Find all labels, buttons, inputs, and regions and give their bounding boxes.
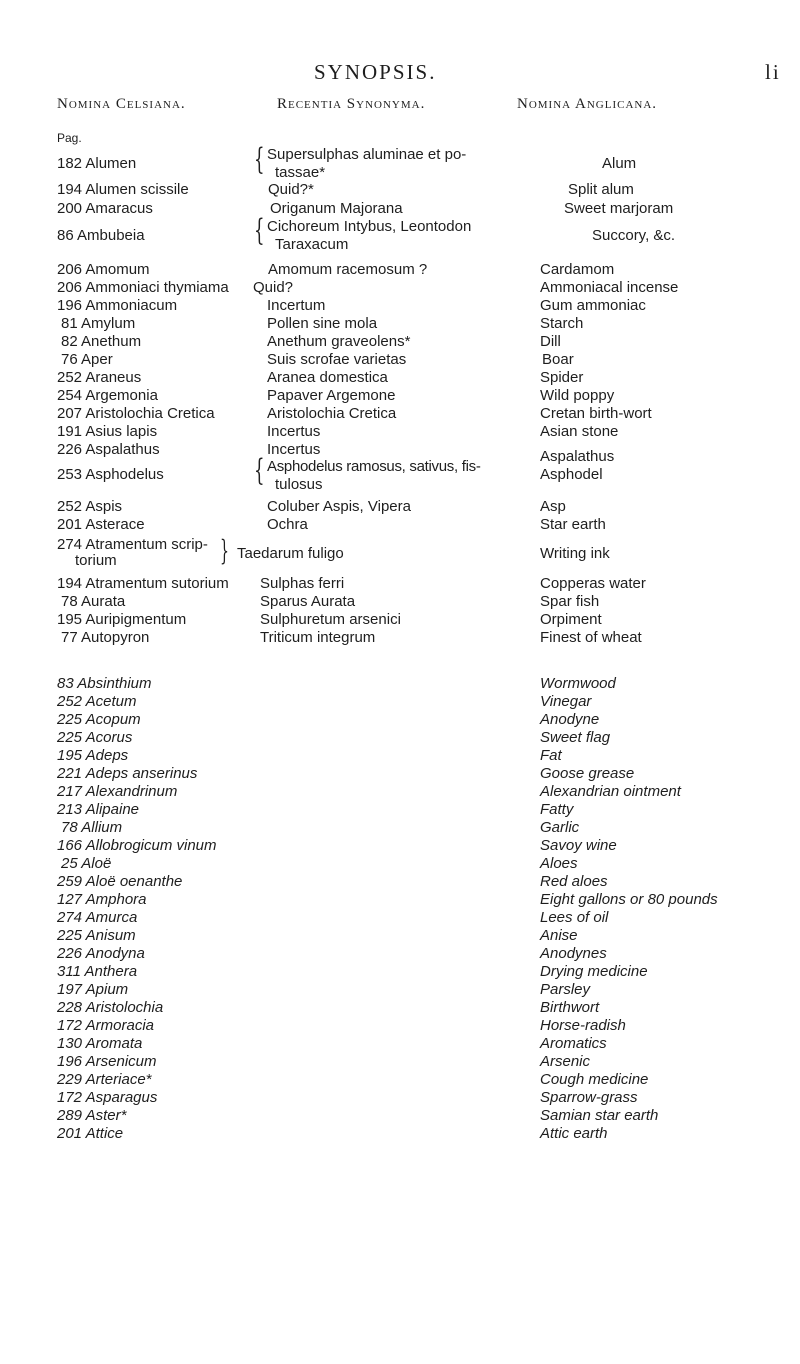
table-row-left: 206 Ammoniaci thymiama [57,279,229,296]
page-title: SYNOPSIS. [314,60,437,84]
italic-row-left: 225 Acorus [57,729,133,746]
italic-row-right: Garlic [540,819,580,836]
italic-row-left: 225 Acopum [57,711,141,728]
italic-row-right: Attic earth [540,1125,608,1142]
italic-row-right: Alexandrian ointment [540,783,681,800]
italic-row-left: 217 Alexandrinum [57,783,178,800]
italic-row-right: Parsley [540,981,591,998]
table-row-left: torium [75,552,117,569]
italic-row-left: 197 Apium [57,981,129,998]
table-row-middle: Amomum racemosum ? [268,261,428,278]
italic-row-right: Vinegar [540,693,592,710]
table-row-right: Aspalathus [540,448,615,465]
table-row-right: Asian stone [540,423,619,440]
italic-row-left: 252 Acetum [57,693,137,710]
table-row-left: 207 Aristolochia Cretica [57,405,215,422]
italic-row-left: 259 Aloë oenanthe [57,873,183,890]
italic-row-left: 130 Aromata [57,1035,143,1052]
italic-row-left: 289 Aster* [57,1107,127,1124]
italic-row-left: 196 Arsenicum [57,1053,157,1070]
italic-row-left: 25 Aloë [61,855,112,872]
table-row-middle: Asphodelus ramosus, sativus, fis- [267,458,481,475]
italic-row-left: 228 Aristolochia [57,999,164,1016]
table-row-left: 201 Asterace [57,516,145,533]
table-row-right: Alum [602,155,637,172]
italic-row-right: Wormwood [540,675,616,692]
table-row-left: 182 Alumen [57,155,137,172]
table-row-right: Finest of wheat [540,629,642,646]
table-row-middle: Triticum integrum [260,629,376,646]
table-row-right: Boar [542,351,574,368]
table-row-left: 82 Anethum [61,333,142,350]
italic-row-right: Cough medicine [540,1071,649,1088]
table-row-left: 226 Aspalathus [57,441,160,458]
italic-row-right: Horse-radish [540,1017,626,1034]
table-row-left: 194 Atramentum sutorium [57,575,229,592]
italic-row-left: 78 Allium [61,819,123,836]
italic-row-right: Sweet flag [540,729,611,746]
table-row-left: 274 Atramentum scrip- [57,536,208,553]
italic-row-left: 201 Attice [57,1125,124,1142]
table-row-middle: Aranea domestica [267,369,388,386]
italic-row-left: 172 Armoracia [57,1017,154,1034]
table-row-left: 76 Aper [61,351,113,368]
italic-row-right: Aloes [540,855,578,872]
italic-row-right: Red aloes [540,873,608,890]
table-row-left: 86 Ambubeia [57,227,145,244]
table-row-middle: Sulphas ferri [260,575,345,592]
brace: { [254,453,265,488]
table-row-middle: Taraxacum [275,236,349,253]
italic-row-left: 195 Adeps [57,747,129,764]
column-heading-synonyma: Recentia Synonyma. [277,96,426,112]
page-number: li [765,60,781,84]
italic-row-left: 83 Absinthium [57,675,152,692]
italic-row-right: Goose grease [540,765,635,782]
table-row-middle: Papaver Argemone [267,387,396,404]
italic-row-right: Samian star earth [540,1107,659,1124]
table-row-middle: Sparus Aurata [260,593,356,610]
table-row-left: 254 Argemonia [57,387,158,404]
brace: { [254,213,265,248]
italic-row-right: Sparrow-grass [540,1089,638,1106]
table-row-right: Asphodel [540,466,603,483]
table-row-left: 195 Auripigmentum [57,611,187,628]
italic-row-right: Anodynes [540,945,607,962]
table-row-right: Copperas water [540,575,646,592]
italic-row-right: Anodyne [540,711,600,728]
table-row-middle: Origanum Majorana [270,200,403,217]
italic-row-right: Fatty [540,801,574,818]
table-row-right: Asp [540,498,566,515]
table-row-right: Split alum [568,181,634,198]
italic-row-left: 274 Amurca [57,909,138,926]
italic-row-left: 226 Anodyna [57,945,145,962]
table-row-left: 196 Ammoniacum [57,297,178,314]
table-row-right: Spar fish [540,593,600,610]
italic-row-left: 172 Asparagus [57,1089,158,1106]
table-row-right: Star earth [540,516,606,533]
table-row-middle: Aristolochia Cretica [267,405,397,422]
table-row-middle: Incertus [267,441,321,458]
table-row-right: Wild poppy [540,387,615,404]
table-row-right: Succory, &c. [592,227,676,244]
table-row-right: Cardamom [540,261,615,278]
italic-row-right: Eight gallons or 80 pounds [540,891,718,908]
italic-row-left: 213 Alipaine [57,801,140,818]
table-row-middle: Cichoreum Intybus, Leontodon [267,218,472,235]
italic-row-right: Fat [540,747,562,764]
table-row-middle: Supersulphas aluminae et po- [267,146,467,163]
table-row-left: 77 Autopyron [61,629,150,646]
table-row-left: 194 Alumen scissile [57,181,189,198]
italic-row-right: Anise [540,927,578,944]
table-row-left: 253 Asphodelus [57,466,164,483]
table-row-middle: Pollen sine mola [267,315,378,332]
italic-row-right: Arsenic [540,1053,591,1070]
column-heading-celsiana: Nomina Celsiana. [57,96,186,112]
table-row-left: 78 Aurata [61,593,126,610]
italic-row-left: 127 Amphora [57,891,147,908]
table-row-left: 206 Amomum [57,261,150,278]
table-row-right: Writing ink [540,545,610,562]
table-row-middle: Quid? [253,279,294,296]
table-row-left: 252 Araneus [57,369,142,386]
column-heading-anglicana: Nomina Anglicana. [517,96,658,112]
table-row-right: Cretan birth-wort [540,405,652,422]
table-row-left: 252 Aspis [57,498,123,515]
italic-row-right: Lees of oil [540,909,609,926]
table-row-middle: Anethum graveolens* [267,333,411,350]
brace: } [220,534,229,567]
table-row-middle: Incertum [267,297,326,314]
table-row-right: Starch [540,315,584,332]
italic-row-left: 229 Arteriace* [57,1071,152,1088]
table-row-left: 200 Amaracus [57,200,153,217]
italic-row-right: Birthwort [540,999,600,1016]
italic-row-right: Aromatics [540,1035,607,1052]
italic-row-right: Savoy wine [540,837,617,854]
table-row-middle: Ochra [267,516,308,533]
italic-row-right: Drying medicine [540,963,648,980]
table-row-middle: Taedarum fuligo [237,545,344,562]
italic-row-left: 166 Allobrogicum vinum [57,837,217,854]
brace: { [254,142,265,177]
table-row-middle: tulosus [275,476,323,493]
table-row-middle: Suis scrofae varietas [267,351,407,368]
italic-row-left: 221 Adeps anserinus [57,765,198,782]
table-row-right: Ammoniacal incense [540,279,679,296]
italic-row-left: 225 Anisum [57,927,136,944]
table-row-middle: Incertus [267,423,321,440]
page-label: Pag. [57,131,82,145]
table-row-left: 81 Amylum [61,315,136,332]
table-row-middle: Coluber Aspis, Vipera [267,498,411,515]
table-row-left: 191 Asius lapis [57,423,158,440]
table-row-right: Spider [540,369,584,386]
table-row-right: Sweet marjoram [564,200,674,217]
table-row-right: Gum ammoniac [540,297,646,314]
table-row-middle: Sulphuretum arsenici [260,611,401,628]
table-row-right: Orpiment [540,611,602,628]
table-row-middle: Quid?* [268,181,314,198]
table-row-right: Dill [540,333,561,350]
italic-row-left: 311 Anthera [57,963,138,980]
table-row-middle: tassae* [275,164,326,181]
